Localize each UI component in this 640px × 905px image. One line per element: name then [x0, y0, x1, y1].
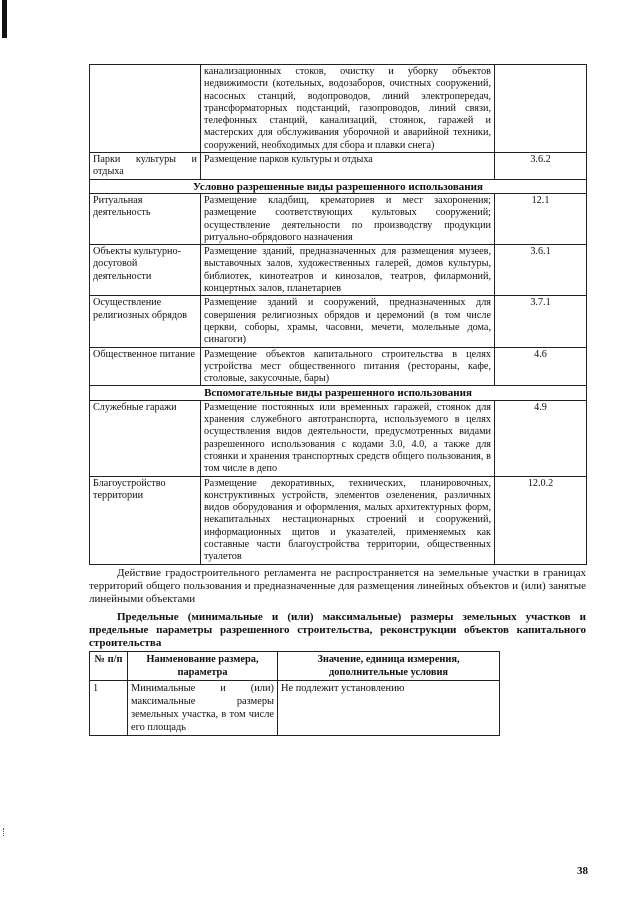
table-row [90, 347, 587, 386]
param-name-cell: Минимальные и (или) максимальные размеры земельных участка, в том числе его площадь [128, 681, 278, 736]
regulation-exception-paragraph: Действие градостроительного регламента не распространяется на земельные участки в границах территорий общего пользования и предназначенные для размещения линейных объектов и (или) занятые линейными объектами [89, 567, 586, 605]
use-code-cell: 3.6.1 [495, 245, 587, 296]
permitted-uses-table [89, 64, 587, 565]
use-name-cell: Осуществление религиозных обрядов [90, 296, 201, 347]
page-number: 38 [577, 865, 588, 877]
col-header-name: Наименование размера, параметра [128, 652, 278, 681]
section-row [90, 386, 587, 400]
use-code-cell: 3.7.1 [495, 296, 587, 347]
use-name-cell: Благоустройство территории [90, 476, 201, 564]
table-row [90, 400, 587, 476]
use-description-cell: Размещение зданий и сооружений, предназначенных для совершения религиозных обрядов и церемоний (в том числе церкви, соборы, храмы, часовни, мечети, молельные дома, синагоги) [201, 296, 495, 347]
section-heading: Условно разрешенные виды разрешенного использования [90, 179, 587, 193]
use-name-cell: Служебные гаражи [90, 400, 201, 476]
use-name-cell: Объекты культурно-досуговой деятельности [90, 245, 201, 296]
use-description-cell: Размещение зданий, предназначенных для размещения музеев, выставочных залов, художественных галерей, домов культуры, библиотек, кинотеатров и кинозалов, театров, филармоний, концертных залов, планетариев [201, 245, 495, 296]
use-code-cell: 4.6 [495, 347, 587, 386]
permitted-uses-table-container [89, 64, 586, 565]
use-name-cell: Парки культуры и отдыха [90, 153, 201, 180]
scan-edge-mark [2, 0, 7, 38]
use-description-cell: Размещение объектов капитального строительства в целях устройства мест общественного питания (рестораны, кафе, столовые, закусочные, бары) [201, 347, 495, 386]
table-row [90, 681, 500, 736]
table-row [90, 245, 587, 296]
param-number-cell: 1 [90, 681, 128, 736]
parameters-section-heading: Предельные (минимальные и (или) максимальные) размеры земельных участков и предельные параметры разрешенного строительства, реконструкции объектов капитального строительства [89, 611, 586, 649]
use-code-cell [495, 65, 587, 153]
use-description-cell: Размещение кладбищ, крематориев и мест захоронения; размещение соответствующих культовых сооружений; осуществление деятельности по производству продукции ритуально-обрядового назначения [201, 193, 495, 244]
table-row [90, 65, 587, 153]
use-name-cell: Ритуальная деятельность [90, 193, 201, 244]
col-header-value: Значение, единица измерения, дополнительные условия [278, 652, 500, 681]
table-row [90, 153, 587, 180]
use-description-cell: канализационных стоков, очистку и уборку объектов недвижимости (котельных, водозаборов, очистных сооружений, насосных станций, водопроводов, линий электропередач, трансформаторных подстанций, газопроводов, линий связи, телефонных станций, канализаций, стоянок, гаражей и мастерских для обслуживания уборочной и аварийной техники, сооружений, необходимых для сбора и плавки снега) [201, 65, 495, 153]
use-name-cell [90, 65, 201, 153]
table-row [90, 476, 587, 564]
parameters-table [89, 651, 500, 736]
use-code-cell: 12.0.2 [495, 476, 587, 564]
parameters-table-container [89, 651, 499, 736]
table-row [90, 296, 587, 347]
section-row [90, 179, 587, 193]
col-header-number: № п/п [90, 652, 128, 681]
use-code-cell: 12.1 [495, 193, 587, 244]
use-description-cell: Размещение парков культуры и отдыха [201, 153, 495, 180]
use-code-cell: 3.6.2 [495, 153, 587, 180]
scan-edge-dots [3, 828, 6, 836]
section-heading: Вспомогательные виды разрешенного использования [90, 386, 587, 400]
table-row [90, 193, 587, 244]
use-name-cell: Общественное питание [90, 347, 201, 386]
table-header-row [90, 652, 500, 681]
use-description-cell: Размещение постоянных или временных гаражей, стоянок для хранения служебного автотранспорта, используемого в целях осуществления видов деятельности, предусмотренных видами разрешенного использования с кодами 3.0, 4.0, а также для стоянки и хранения транспортных средств общего пользования, в том числе в депо [201, 400, 495, 476]
use-description-cell: Размещение декоративных, технических, планировочных, конструктивных устройств, элементов озеленения, различных видов оборудования и оформления, малых архитектурных форм, некапитальных нестационарных строений и сооружений, информационных щитов и указателей, применяемых как составные части благоустройства территории, общественных туалетов [201, 476, 495, 564]
use-code-cell: 4.9 [495, 400, 587, 476]
param-value-cell: Не подлежит установлению [278, 681, 500, 736]
